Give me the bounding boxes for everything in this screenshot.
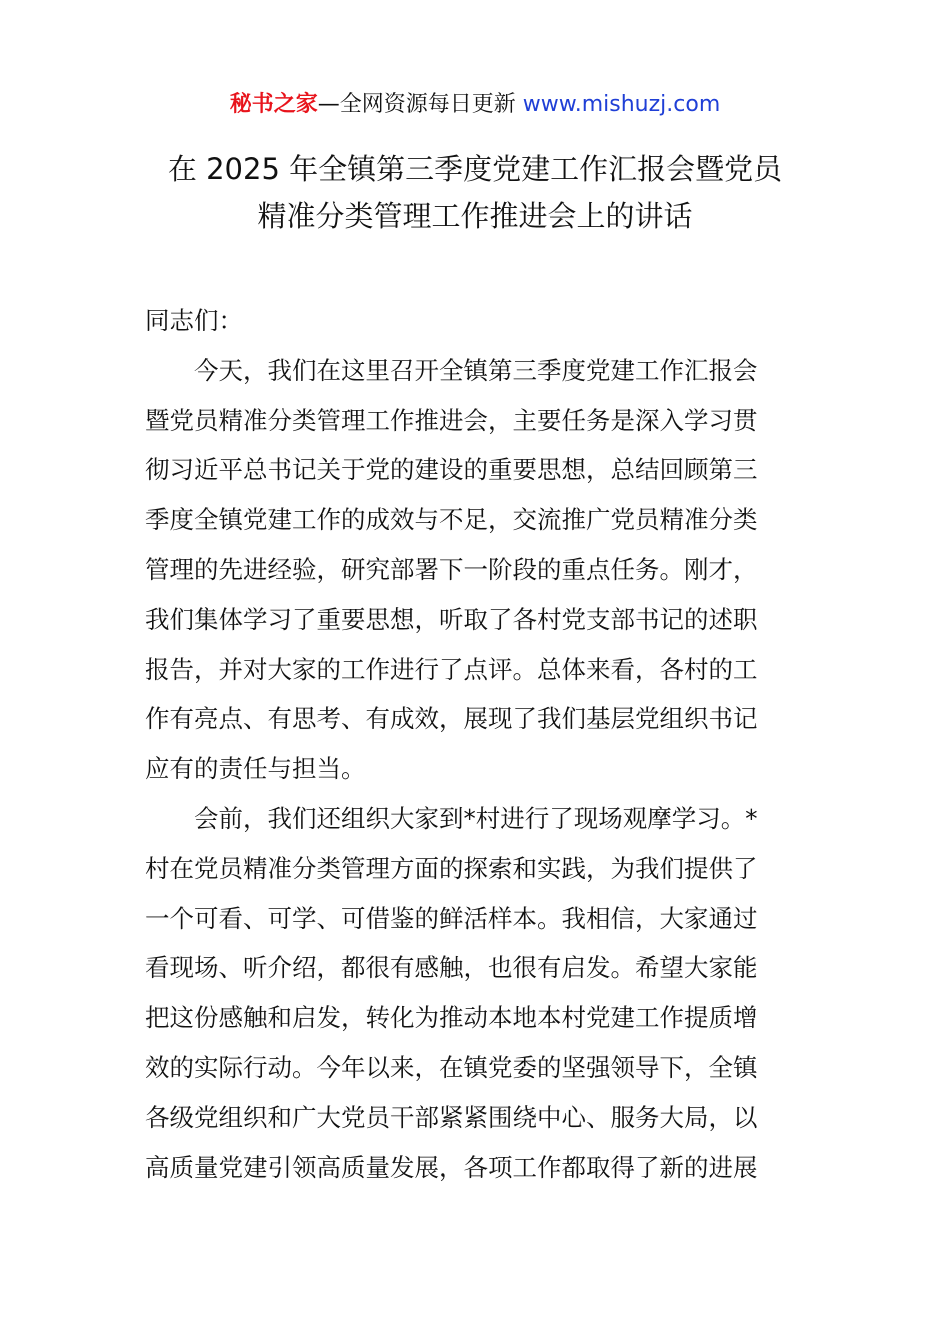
text-line: 一个可看、可学、可借鉴的鲜活样本。我相信，大家通过 (145, 903, 758, 933)
text-line: 季度全镇党建工作的成效与不足，交流推广党员精准分类 (145, 505, 758, 535)
text-line: 暨党员精准分类管理工作推进会，主要任务是深入学习贯 (145, 405, 758, 435)
text-line: 会前，我们还组织大家到*村进行了现场观摩学习。* (194, 803, 758, 833)
text-line: 报告，并对大家的工作进行了点评。总体来看，各村的工 (145, 654, 758, 684)
salutation: 同志们： (145, 306, 243, 335)
brand-name: 秘书之家 (229, 92, 318, 117)
text-line: 看现场、听介绍，都很有感触，也很有启发。希望大家能 (145, 953, 758, 983)
text-line: 应有的责任与担当。 (145, 754, 366, 784)
text-line: 彻习近平总书记关于党的建设的重要思想，总结回顾第三 (145, 455, 758, 485)
text-line: 高质量党建引领高质量发展，各项工作都取得了新的进展 (145, 1152, 758, 1182)
header-tagline: —全网资源每日更新 (317, 92, 523, 117)
text-line: 把这份感触和启发，转化为推动本地本村党建工作提质增 (145, 1003, 758, 1033)
text-line: 各级党组织和广大党员干部紧紧围绕中心、服务大局，以 (145, 1102, 758, 1132)
document-body (145, 296, 810, 1192)
text-line: 今天，我们在这里召开全镇第三季度党建工作汇报会 (194, 355, 758, 385)
title-line: 精准分类管理工作推进会上的讲话 (257, 199, 693, 233)
site-url-link[interactable]: www.mishuzj.com (522, 92, 721, 117)
site-header (0, 88, 950, 122)
paragraph-2 (145, 794, 810, 1192)
title-line: 在 2025 年全镇第三季度党建工作汇报会暨党员 (167, 152, 783, 186)
text-line: 村在党员精准分类管理方面的探索和实践，为我们提供了 (145, 853, 758, 883)
text-line: 效的实际行动。今年以来，在镇党委的坚强领导下，全镇 (145, 1052, 758, 1082)
text-line: 管理的先进经验，研究部署下一阶段的重点任务。刚才， (145, 554, 758, 584)
text-line: 我们集体学习了重要思想，听取了各村党支部书记的述职 (145, 604, 758, 634)
text-line: 作有亮点、有思考、有成效，展现了我们基层党组织书记 (145, 704, 758, 734)
paragraph-1 (145, 346, 810, 794)
document-title (120, 146, 830, 240)
